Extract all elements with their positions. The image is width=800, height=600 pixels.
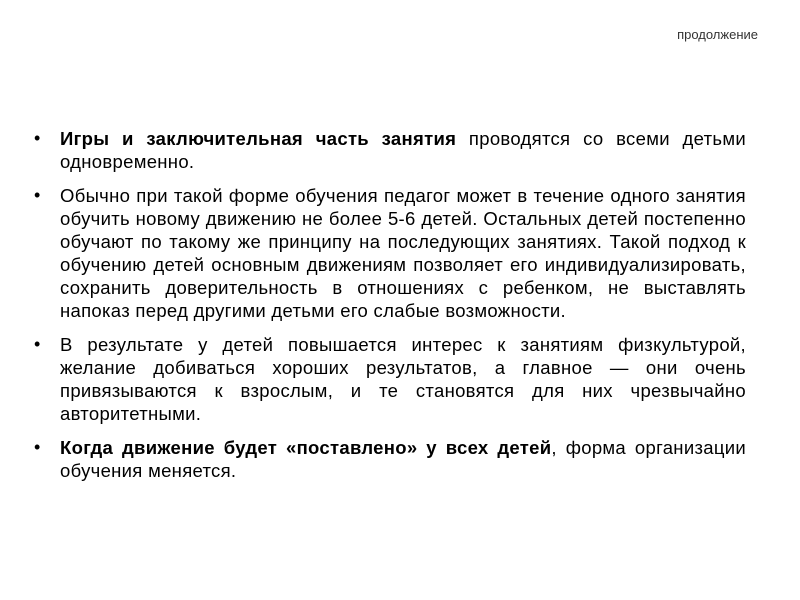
bullet-text: проводятся со всеми детьми одновременно. <box>60 128 746 172</box>
bullet-item <box>34 127 746 173</box>
bullet-marker: • <box>34 334 41 354</box>
bullet-item <box>34 333 746 425</box>
bullet-marker: • <box>34 128 41 148</box>
bullet-list <box>34 127 746 493</box>
bullet-marker: • <box>34 185 41 205</box>
bullet-bold-text: Игры и заключительная часть занятия <box>60 128 457 149</box>
continue-label: продолжение <box>677 27 758 42</box>
bullet-item <box>34 436 746 482</box>
bullet-marker: • <box>34 437 41 457</box>
bullet-text: , форма организации обучения меняется. <box>60 437 746 481</box>
bullet-item <box>34 184 746 322</box>
bullet-bold-text: Когда движение будет «поставлено» у всех детей <box>60 437 552 458</box>
bullet-text: Обычно при такой форме обучения педагог может в течение одного занятия обучить новому движению не более 5-6 детей. Остальных детей постепенно обучают по такому же принципу на последующих занятиях. Такой подход к обучению детей основным движениям позволяет его индивидуализировать, сохранить доверительность в отношениях с ребенком, не выставлять напоказ перед другими детьми его слабые возможности. <box>60 185 746 321</box>
bullet-text: В результате у детей повышается интерес к занятиям физкультурой, желание добиваться хороших результатов, а главное — они очень привязываются к взрослым, и те становятся для них чрезвычайно авторитетными. <box>60 334 746 424</box>
